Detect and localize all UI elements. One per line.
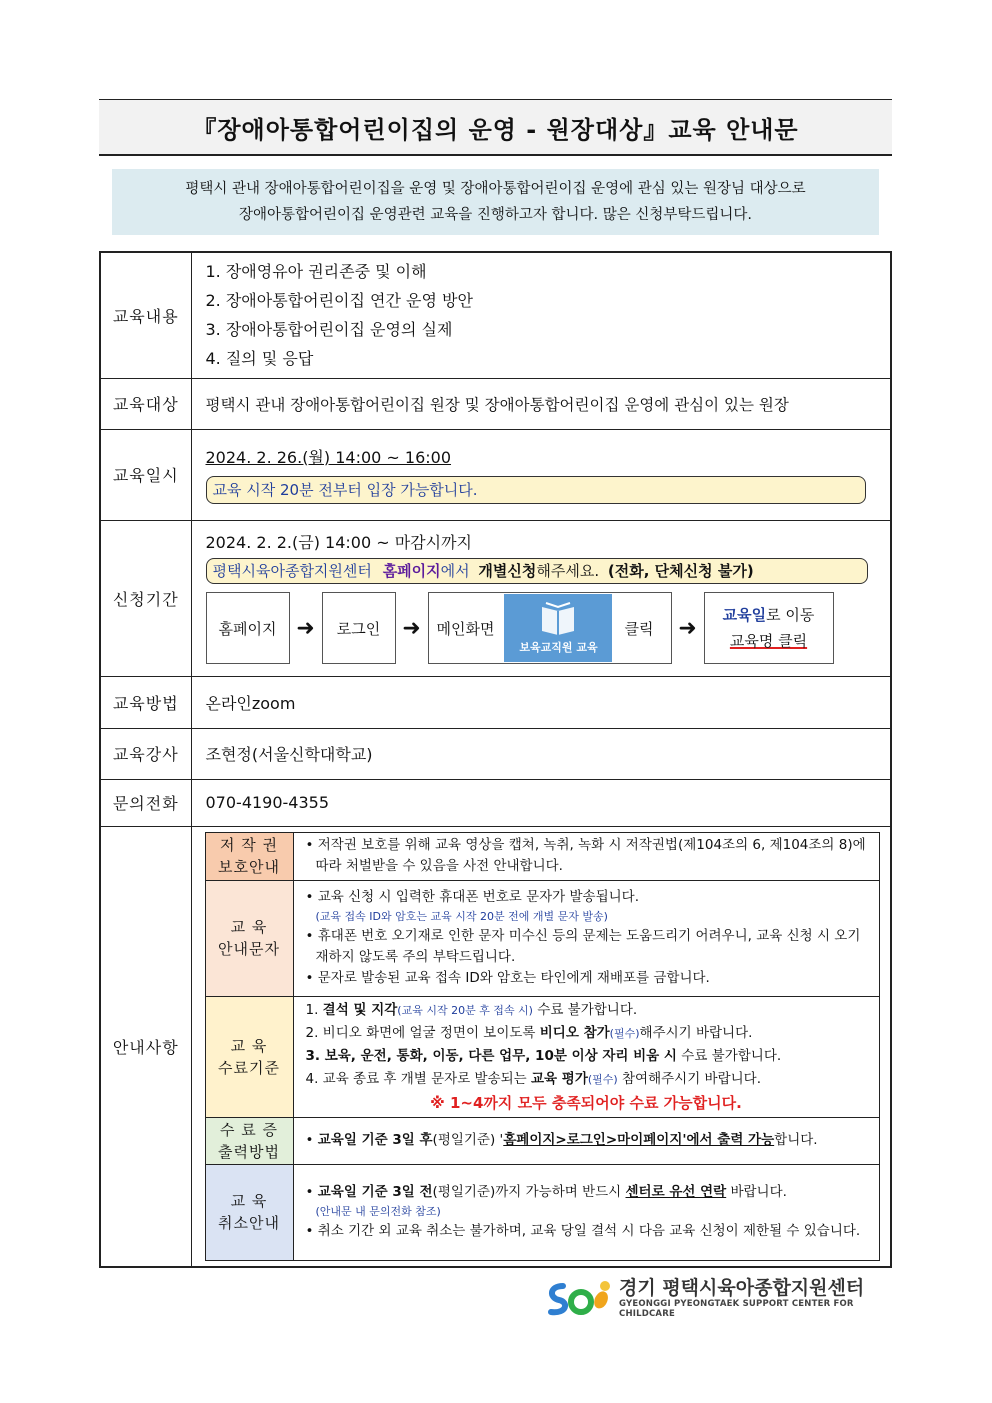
footer-center-eng: GYEONGGI PYEONGTAEK SUPPORT CENTER FOR CHILDCARE [619,1299,854,1319]
book-banner [504,594,612,662]
row-phone [100,779,891,826]
sms-bullet-1-note: (교육 접속 ID와 암호는 교육 시작 20분 전에 개별 문자 발송) [315,910,608,923]
tag-sms-1: 교 육 [230,918,268,936]
tag-complete [205,996,293,1117]
complete-item-4: 4. 교육 종료 후 개별 문자로 발송되는 교육 평가(필수) 참여해주시기 바랍니다. [305,1070,762,1087]
label-phone: 문의전화 [100,779,191,826]
content-item: 2. 장애아통합어린이집 연간 운영 방안 [205,291,473,311]
tag-copyright-2: 보호안내 [218,858,280,876]
apply-note-homepage: 홈페이지 [382,562,441,580]
row-content [100,252,891,378]
tag-cancel-2: 취소안내 [218,1214,280,1232]
row-method [100,676,891,728]
intro-box [112,169,879,235]
date-note: 교육 시작 20분 전부터 입장 가능합니다. [206,476,867,504]
document-title: 『장애아통합어린이집의 운영 - 원장대상』교육 안내문 [99,99,892,156]
center-logo-icon [545,1278,613,1318]
label-lecturer: 교육강사 [100,728,191,779]
target-text: 평택시 관내 장애아통합어린이집 원장 및 장애아통합어린이집 운영에 관심이 있는 원장 [191,378,891,429]
intro-line-2: 장애아통합어린이집 운영관련 교육을 진행하고자 합니다. 많은 신청부탁드립니다. [238,207,753,223]
row-date [100,429,891,520]
content-item: 4. 질의 및 응답 [205,349,314,369]
label-notice: 안내사항 [100,826,191,1267]
content-item: 1. 장애영유아 권리존중 및 이해 [205,262,427,282]
apply-note-paren: (전화, 단체신청 불가) [607,562,754,580]
complete-item-2: 2. 비디오 화면에 얼굴 정면이 보이도록 비디오 참가(필수)해주시기 바랍니다. [305,1024,753,1041]
date-text: 2024. 2. 26.(월) 14:00 ~ 16:00 [205,447,452,467]
tag-cert [205,1117,293,1164]
label-date: 교육일시 [100,429,191,520]
tag-sms-2: 안내문자 [218,940,280,958]
cancel-bullet-1: • 교육일 기준 3일 전(평일기준)까지 가능하며 반드시 센터로 유선 연락 바랍니다. [305,1184,787,1200]
sms-bullet-3: • 문자로 발송된 교육 접속 ID와 암호는 타인에게 재배포를 금합니다. [305,970,710,986]
tag-cancel [205,1164,293,1260]
apply-flow [206,592,869,664]
method-text: 온라인zoom [191,676,891,728]
apply-note-individual: 개별신청 [478,562,537,580]
cancel-bullet-2: • 취소 기간 외 교육 취소는 불가하며, 교육 당일 결석 시 다음 교육 신청이 제한될 수 있습니다. [305,1223,861,1239]
row-lecturer [100,728,891,779]
notice-copyright [205,832,879,880]
notice-cert [205,1117,879,1164]
apply-note-center: 평택시육아종합지원센터 [212,562,372,580]
intro-line-1: 평택시 관내 장애아통합어린이집을 운영 및 장애아통합어린이집 운영에 관심 있는 원장님 대상으로 [185,181,806,197]
tag-cert-1: 수 료 증 [219,1120,278,1139]
notice-table [205,832,880,1261]
apply-period: 2024. 2. 2.(금) 14:00 ~ 마감시까지 [205,533,473,552]
cancel-bullet-1-note: (안내문 내 문의전화 참조) [315,1205,441,1218]
complete-warning: ※ 1~4까지 모두 충족되어야 수료 가능합니다. [430,1093,742,1112]
complete-item-1: 1. 결석 및 지각(교육 시작 20분 후 접속 시) 수료 불가합니다. [305,1001,638,1018]
lecturer-text: 조현정(서울신학대학교) [191,728,891,779]
book-banner-label: 보육교직원 교육 [519,641,598,654]
tag-complete-1: 교 육 [230,1036,268,1055]
label-target: 교육대상 [100,378,191,429]
notice-sms [205,880,879,996]
flow-edu-day-move: 로 이동 [766,606,815,624]
flow-step-edu-day [704,592,834,664]
apply-note-mid: 에서 [440,562,470,580]
complete-item-3: 3. 보육, 운전, 통화, 이동, 다른 업무, 10분 이상 자리 비움 시 수료 불가합니다. [305,1047,782,1064]
label-content: 교육내용 [100,252,191,378]
arrow-right-icon: ➜ [296,615,315,641]
flow-step-main-label: 메인화면 [436,619,495,638]
content-list [191,252,891,378]
tag-complete-2: 수료기준 [218,1058,280,1077]
copyright-text: • 저작권 보호를 위해 교육 영상을 캡쳐, 녹취, 녹화 시 저작권법(제104조의 6, 제104조의 8)에 따라 처벌받을 수 있음을 사전 안내합니다. [305,837,866,874]
flow-step-main [428,592,672,664]
footer-center-name: 경기 평택시육아종합지원센터 [619,1277,865,1299]
tag-copyright-1: 저 작 권 [219,836,278,854]
content-item: 3. 장애아통합어린이집 운영의 실제 [205,320,453,340]
apply-note [206,558,869,584]
flow-edu-day-word: 교육일 [722,606,767,624]
info-table [99,251,892,1268]
sms-bullet-1: • 교육 신청 시 입력한 휴대폰 번호로 문자가 발송됩니다. [305,889,639,905]
flow-edu-name-click: 교육명 클릭 [729,632,808,650]
tag-sms [205,880,293,996]
notice-complete [205,996,879,1117]
flow-step-click: 클릭 [624,619,654,638]
arrow-right-icon: ➜ [678,615,697,641]
flow-step-edu-day-top [723,602,815,628]
notice-cancel [205,1164,879,1260]
apply-note-tail: 해주세요. [536,562,600,580]
phone-text: 070-4190-4355 [191,779,891,826]
cert-text: • 교육일 기준 3일 후(평일기준) '홈페이지>로그인>마이페이지'에서 출력 가능합니다. [305,1132,818,1148]
arrow-right-icon: ➜ [402,615,421,641]
row-apply [100,520,891,676]
tag-cancel-1: 교 육 [230,1192,268,1210]
flow-step-homepage: 홈페이지 [206,592,290,664]
flow-step-login: 로그인 [322,592,396,664]
label-apply: 신청기간 [100,520,191,676]
label-method: 교육방법 [100,676,191,728]
tag-copyright [205,832,293,880]
sms-bullet-2: • 휴대폰 번호 오기재로 인한 문자 미수신 등의 문제는 도움드리기 어려우니, 교육 신청 시 오기재하지 않도록 주의 부탁드립니다. [305,928,861,965]
tag-cert-2: 출력방법 [218,1142,280,1161]
row-target [100,378,891,429]
footer-logo [545,1276,895,1320]
row-notice [100,826,891,1267]
book-icon [538,601,578,635]
